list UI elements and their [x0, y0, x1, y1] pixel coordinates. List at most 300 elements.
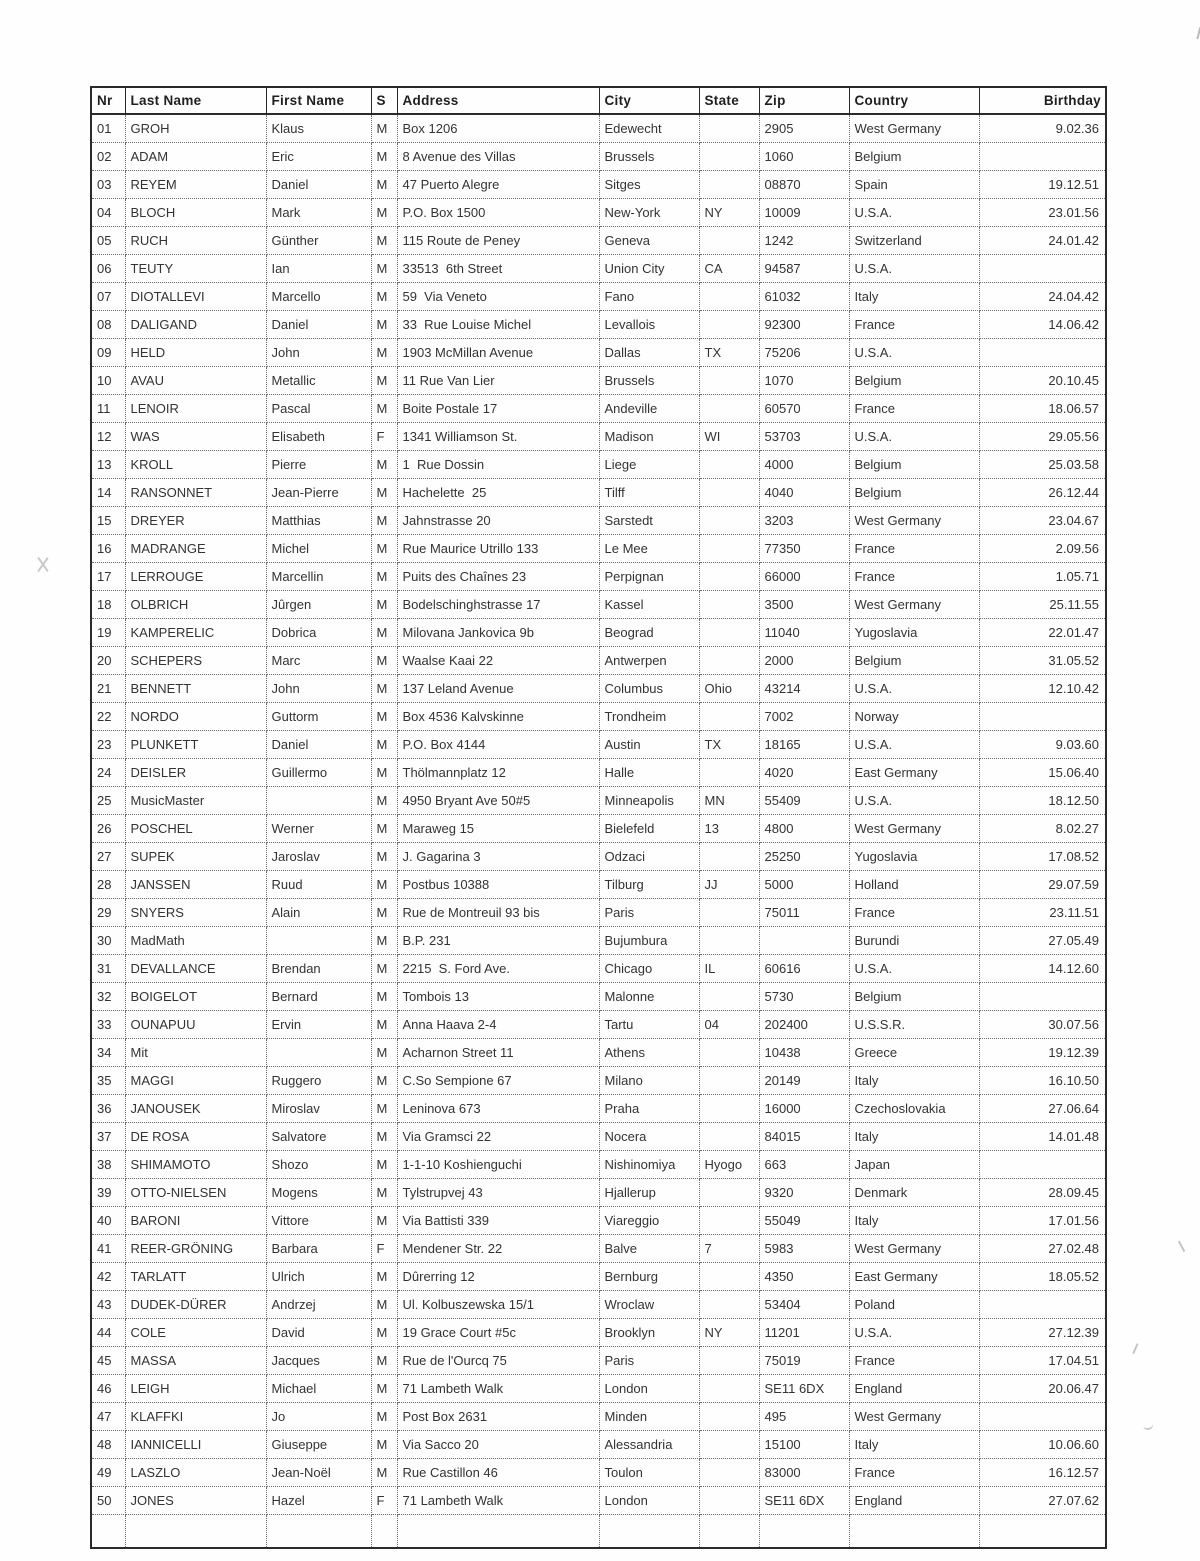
scan-artifact-right-margin	[1178, 1236, 1194, 1252]
cell-sex: M	[371, 339, 397, 367]
cell-birthday: 24.04.42	[979, 283, 1106, 311]
cell-country: France	[849, 1347, 979, 1375]
cell-nr: 02	[91, 143, 125, 171]
cell-state	[699, 1207, 759, 1235]
cell-city: Edewecht	[599, 114, 699, 143]
cell-zip: 55409	[759, 787, 849, 815]
cell-zip: 75206	[759, 339, 849, 367]
cell-sex: M	[371, 1207, 397, 1235]
cell-city: Beograd	[599, 619, 699, 647]
cell-last_name: DE ROSA	[125, 1123, 266, 1151]
cell-city: Bernburg	[599, 1263, 699, 1291]
cell-address: 47 Puerto Alegre	[397, 171, 599, 199]
cell-last_name: DEISLER	[125, 759, 266, 787]
cell-last_name: MAGGI	[125, 1067, 266, 1095]
cell-sex: M	[371, 535, 397, 563]
cell-nr: 25	[91, 787, 125, 815]
cell-birthday: 1.05.71	[979, 563, 1106, 591]
table-row	[91, 395, 1106, 423]
cell-last_name: AVAU	[125, 367, 266, 395]
cell-city: Geneva	[599, 227, 699, 255]
cell-zip: 66000	[759, 563, 849, 591]
cell-birthday: 19.12.39	[979, 1039, 1106, 1067]
cell-country: England	[849, 1375, 979, 1403]
cell-city: Paris	[599, 1347, 699, 1375]
cell-country: West Germany	[849, 1403, 979, 1431]
cell-state	[699, 619, 759, 647]
cell-zip: 92300	[759, 311, 849, 339]
cell-last_name: DUDEK-DÜRER	[125, 1291, 266, 1319]
cell-zip: 2000	[759, 647, 849, 675]
cell-city-empty	[599, 1515, 699, 1549]
cell-last_name: REER-GRÖNING	[125, 1235, 266, 1263]
cell-country: Poland	[849, 1291, 979, 1319]
cell-birthday: 30.07.56	[979, 1011, 1106, 1039]
cell-nr: 09	[91, 339, 125, 367]
cell-sex: M	[371, 927, 397, 955]
cell-nr: 28	[91, 871, 125, 899]
cell-nr: 47	[91, 1403, 125, 1431]
cell-zip: 53404	[759, 1291, 849, 1319]
cell-zip: 20149	[759, 1067, 849, 1095]
cell-last_name: ADAM	[125, 143, 266, 171]
cell-birthday: 12.10.42	[979, 675, 1106, 703]
cell-address: P.O. Box 1500	[397, 199, 599, 227]
cell-country: Italy	[849, 1431, 979, 1459]
cell-nr: 50	[91, 1487, 125, 1515]
table-row	[91, 227, 1106, 255]
cell-first_name: Andrzej	[266, 1291, 371, 1319]
cell-first_name: Bernard	[266, 983, 371, 1011]
cell-country: U.S.A.	[849, 199, 979, 227]
cell-sex: M	[371, 787, 397, 815]
cell-state	[699, 1347, 759, 1375]
cell-first_name: Jean-Noël	[266, 1459, 371, 1487]
cell-city: Madison	[599, 423, 699, 451]
table-row	[91, 1039, 1106, 1067]
scan-artifact-right-margin-2	[1132, 1343, 1147, 1358]
cell-nr: 01	[91, 114, 125, 143]
cell-sex: M	[371, 143, 397, 171]
table-row	[91, 1291, 1106, 1319]
cell-address: Bodelschinghstrasse 17	[397, 591, 599, 619]
cell-nr: 12	[91, 423, 125, 451]
cell-state	[699, 283, 759, 311]
table-row	[91, 927, 1106, 955]
cell-country: France	[849, 563, 979, 591]
cell-nr: 20	[91, 647, 125, 675]
cell-nr: 39	[91, 1179, 125, 1207]
cell-zip: 94587	[759, 255, 849, 283]
cell-address: J. Gagarina 3	[397, 843, 599, 871]
cell-city: Sarstedt	[599, 507, 699, 535]
cell-birthday: 23.11.51	[979, 899, 1106, 927]
table-row	[91, 479, 1106, 507]
cell-sex: M	[371, 731, 397, 759]
cell-city: Kassel	[599, 591, 699, 619]
cell-country: France	[849, 311, 979, 339]
cell-country: Greece	[849, 1039, 979, 1067]
cell-birthday: 16.12.57	[979, 1459, 1106, 1487]
cell-sex: M	[371, 1319, 397, 1347]
cell-birthday: 8.02.27	[979, 815, 1106, 843]
cell-sex: M	[371, 1375, 397, 1403]
cell-address: Dûrerring 12	[397, 1263, 599, 1291]
cell-state	[699, 1179, 759, 1207]
address-list-table	[90, 86, 1107, 1549]
cell-nr: 13	[91, 451, 125, 479]
cell-birthday	[979, 983, 1106, 1011]
cell-country: Belgium	[849, 367, 979, 395]
cell-birthday: 29.07.59	[979, 871, 1106, 899]
cell-country: East Germany	[849, 1263, 979, 1291]
cell-first_name: Daniel	[266, 171, 371, 199]
cell-zip: 84015	[759, 1123, 849, 1151]
cell-first_name: Salvatore	[266, 1123, 371, 1151]
cell-city: Toulon	[599, 1459, 699, 1487]
table-row	[91, 1459, 1106, 1487]
cell-state	[699, 563, 759, 591]
cell-city: Balve	[599, 1235, 699, 1263]
cell-state	[699, 1123, 759, 1151]
cell-country: Yugoslavia	[849, 843, 979, 871]
cell-address: 11 Rue Van Lier	[397, 367, 599, 395]
cell-zip: 43214	[759, 675, 849, 703]
cell-zip: 55049	[759, 1207, 849, 1235]
cell-country: Italy	[849, 1067, 979, 1095]
cell-nr: 35	[91, 1067, 125, 1095]
cell-country: Japan	[849, 1151, 979, 1179]
cell-zip: 60616	[759, 955, 849, 983]
cell-city: Minden	[599, 1403, 699, 1431]
cell-birthday: 18.05.52	[979, 1263, 1106, 1291]
cell-sex: M	[371, 451, 397, 479]
cell-state	[699, 311, 759, 339]
table-row	[91, 255, 1106, 283]
cell-zip: 61032	[759, 283, 849, 311]
cell-sex: F	[371, 1235, 397, 1263]
cell-city: Hjallerup	[599, 1179, 699, 1207]
cell-sex: M	[371, 367, 397, 395]
cell-first_name: Alain	[266, 899, 371, 927]
cell-nr: 11	[91, 395, 125, 423]
cell-state	[699, 899, 759, 927]
cell-city: London	[599, 1487, 699, 1515]
cell-last_name: IANNICELLI	[125, 1431, 266, 1459]
cell-address: Thölmannplatz 12	[397, 759, 599, 787]
cell-state	[699, 1403, 759, 1431]
cell-last_name: MadMath	[125, 927, 266, 955]
cell-first_name: David	[266, 1319, 371, 1347]
cell-sex: M	[371, 114, 397, 143]
cell-sex: M	[371, 675, 397, 703]
scan-artifact-left-margin-x	[36, 556, 50, 572]
cell-birthday: 24.01.42	[979, 227, 1106, 255]
cell-zip: 5983	[759, 1235, 849, 1263]
cell-first_name: Ruggero	[266, 1067, 371, 1095]
cell-state: NY	[699, 199, 759, 227]
cell-sex: M	[371, 871, 397, 899]
cell-address: 1903 McMillan Avenue	[397, 339, 599, 367]
cell-country: Belgium	[849, 479, 979, 507]
cell-nr: 33	[91, 1011, 125, 1039]
cell-zip: 75011	[759, 899, 849, 927]
cell-address: B.P. 231	[397, 927, 599, 955]
table-row	[91, 171, 1106, 199]
table-row	[91, 143, 1106, 171]
cell-address: Postbus 10388	[397, 871, 599, 899]
cell-state	[699, 1067, 759, 1095]
cell-first_name: Barbara	[266, 1235, 371, 1263]
cell-zip-empty	[759, 1515, 849, 1549]
cell-address: Box 4536 Kalvskinne	[397, 703, 599, 731]
cell-nr: 10	[91, 367, 125, 395]
cell-sex: M	[371, 479, 397, 507]
cell-state: NY	[699, 1319, 759, 1347]
cell-sex: M	[371, 311, 397, 339]
cell-country: U.S.A.	[849, 675, 979, 703]
cell-zip: 11201	[759, 1319, 849, 1347]
cell-city: Sitges	[599, 171, 699, 199]
cell-state	[699, 1487, 759, 1515]
cell-nr: 34	[91, 1039, 125, 1067]
cell-birthday: 15.06.40	[979, 759, 1106, 787]
cell-city: Praha	[599, 1095, 699, 1123]
blank-row	[91, 1515, 1106, 1549]
cell-first_name: Shozo	[266, 1151, 371, 1179]
cell-city: Austin	[599, 731, 699, 759]
cell-zip: 25250	[759, 843, 849, 871]
cell-nr: 49	[91, 1459, 125, 1487]
cell-zip: 15100	[759, 1431, 849, 1459]
table-header	[91, 87, 1106, 114]
cell-last_name: LERROUGE	[125, 563, 266, 591]
table-row	[91, 1487, 1106, 1515]
cell-state	[699, 1459, 759, 1487]
cell-city: Trondheim	[599, 703, 699, 731]
cell-sex: M	[371, 1151, 397, 1179]
table-row	[91, 1207, 1106, 1235]
cell-nr: 30	[91, 927, 125, 955]
cell-zip: 5730	[759, 983, 849, 1011]
cell-zip: 11040	[759, 619, 849, 647]
cell-last_name: MusicMaster	[125, 787, 266, 815]
cell-last_name: OUNAPUU	[125, 1011, 266, 1039]
cell-state: MN	[699, 787, 759, 815]
cell-address: Leninova 673	[397, 1095, 599, 1123]
cell-first_name: Marcellin	[266, 563, 371, 591]
cell-city: Fano	[599, 283, 699, 311]
cell-first_name: Jo	[266, 1403, 371, 1431]
cell-last_name: COLE	[125, 1319, 266, 1347]
cell-birthday	[979, 143, 1106, 171]
cell-country: East Germany	[849, 759, 979, 787]
cell-first_name: Mogens	[266, 1179, 371, 1207]
table-body	[91, 114, 1106, 1548]
cell-last_name: Mit	[125, 1039, 266, 1067]
cell-birthday: 27.12.39	[979, 1319, 1106, 1347]
column-header-zip: Zip	[759, 87, 849, 114]
cell-country: Yugoslavia	[849, 619, 979, 647]
cell-address: 137 Leland Avenue	[397, 675, 599, 703]
cell-last_name: WAS	[125, 423, 266, 451]
cell-state	[699, 395, 759, 423]
cell-address: Boite Postale 17	[397, 395, 599, 423]
cell-city: Alessandria	[599, 1431, 699, 1459]
cell-birthday	[979, 1151, 1106, 1179]
cell-last_name: DALIGAND	[125, 311, 266, 339]
cell-city: Nocera	[599, 1123, 699, 1151]
cell-zip: 4020	[759, 759, 849, 787]
cell-address: 59 Via Veneto	[397, 283, 599, 311]
cell-sex: M	[371, 563, 397, 591]
column-header-address: Address	[397, 87, 599, 114]
table-row	[91, 1319, 1106, 1347]
cell-state	[699, 647, 759, 675]
cell-first_name: Ruud	[266, 871, 371, 899]
table-row	[91, 759, 1106, 787]
cell-first_name: Hazel	[266, 1487, 371, 1515]
cell-state: Ohio	[699, 675, 759, 703]
cell-address: Rue Castillon 46	[397, 1459, 599, 1487]
cell-last_name: JANSSEN	[125, 871, 266, 899]
cell-city: Wroclaw	[599, 1291, 699, 1319]
cell-birthday: 23.01.56	[979, 199, 1106, 227]
cell-country: West Germany	[849, 815, 979, 843]
cell-first_name: Ervin	[266, 1011, 371, 1039]
table-row	[91, 619, 1106, 647]
cell-state	[699, 703, 759, 731]
cell-state: TX	[699, 339, 759, 367]
cell-state	[699, 479, 759, 507]
cell-city: Odzaci	[599, 843, 699, 871]
cell-first_name: Miroslav	[266, 1095, 371, 1123]
cell-state: JJ	[699, 871, 759, 899]
cell-state: IL	[699, 955, 759, 983]
cell-nr: 40	[91, 1207, 125, 1235]
cell-birthday: 10.06.60	[979, 1431, 1106, 1459]
cell-sex: M	[371, 1067, 397, 1095]
cell-sex: M	[371, 395, 397, 423]
cell-country: Spain	[849, 171, 979, 199]
cell-nr: 17	[91, 563, 125, 591]
cell-nr: 31	[91, 955, 125, 983]
cell-last_name: SUPEK	[125, 843, 266, 871]
cell-city: Le Mee	[599, 535, 699, 563]
cell-last_name: BARONI	[125, 1207, 266, 1235]
table-header-row	[91, 87, 1106, 114]
cell-zip: 5000	[759, 871, 849, 899]
cell-first_name: Jacques	[266, 1347, 371, 1375]
cell-state	[699, 114, 759, 143]
table-row	[91, 535, 1106, 563]
cell-first_name: Ian	[266, 255, 371, 283]
cell-state-empty	[699, 1515, 759, 1549]
cell-first_name-empty	[266, 1515, 371, 1549]
cell-birthday: 14.12.60	[979, 955, 1106, 983]
cell-last_name: MADRANGE	[125, 535, 266, 563]
cell-state	[699, 451, 759, 479]
cell-sex: M	[371, 703, 397, 731]
cell-last_name: JANOUSEK	[125, 1095, 266, 1123]
column-header-first_name: First Name	[266, 87, 371, 114]
cell-first_name: Daniel	[266, 311, 371, 339]
cell-birthday: 23.04.67	[979, 507, 1106, 535]
cell-last_name: HELD	[125, 339, 266, 367]
cell-first_name: Metallic	[266, 367, 371, 395]
table-row	[91, 731, 1106, 759]
table-row	[91, 283, 1106, 311]
cell-address: 33513 6th Street	[397, 255, 599, 283]
cell-birthday: 25.11.55	[979, 591, 1106, 619]
table-row	[91, 1151, 1106, 1179]
cell-last_name: OTTO-NIELSEN	[125, 1179, 266, 1207]
cell-birthday: 16.10.50	[979, 1067, 1106, 1095]
cell-zip: 3203	[759, 507, 849, 535]
cell-first_name: Matthias	[266, 507, 371, 535]
cell-birthday: 27.02.48	[979, 1235, 1106, 1263]
cell-sex: M	[371, 1095, 397, 1123]
cell-address: Rue de Montreuil 93 bis	[397, 899, 599, 927]
cell-country: Belgium	[849, 983, 979, 1011]
cell-nr: 08	[91, 311, 125, 339]
cell-address: Mendener Str. 22	[397, 1235, 599, 1263]
cell-last_name: LEIGH	[125, 1375, 266, 1403]
cell-state	[699, 1291, 759, 1319]
cell-birthday: 20.06.47	[979, 1375, 1106, 1403]
cell-state	[699, 507, 759, 535]
cell-nr-empty	[91, 1515, 125, 1549]
cell-birthday: 17.04.51	[979, 1347, 1106, 1375]
cell-nr: 36	[91, 1095, 125, 1123]
cell-address: Anna Haava 2-4	[397, 1011, 599, 1039]
cell-sex: M	[371, 507, 397, 535]
cell-first_name: Daniel	[266, 731, 371, 759]
cell-zip: 4040	[759, 479, 849, 507]
cell-country: U.S.A.	[849, 339, 979, 367]
table-row	[91, 871, 1106, 899]
cell-address: 1 Rue Dossin	[397, 451, 599, 479]
cell-city: Tilburg	[599, 871, 699, 899]
cell-sex: F	[371, 1487, 397, 1515]
cell-sex: M	[371, 171, 397, 199]
cell-country: Czechoslovakia	[849, 1095, 979, 1123]
cell-state: 7	[699, 1235, 759, 1263]
cell-first_name: Michel	[266, 535, 371, 563]
cell-first_name: Pascal	[266, 395, 371, 423]
cell-address: Box 1206	[397, 114, 599, 143]
cell-country: France	[849, 1459, 979, 1487]
cell-state: WI	[699, 423, 759, 451]
cell-zip: 10438	[759, 1039, 849, 1067]
cell-address: Maraweg 15	[397, 815, 599, 843]
cell-birthday: 18.12.50	[979, 787, 1106, 815]
cell-last_name: SHIMAMOTO	[125, 1151, 266, 1179]
cell-state	[699, 1095, 759, 1123]
cell-sex: M	[371, 1431, 397, 1459]
cell-sex: M	[371, 1039, 397, 1067]
cell-first_name: Werner	[266, 815, 371, 843]
table-row	[91, 339, 1106, 367]
table-row	[91, 1179, 1106, 1207]
cell-last_name: LENOIR	[125, 395, 266, 423]
cell-birthday: 18.06.57	[979, 395, 1106, 423]
cell-last_name-empty	[125, 1515, 266, 1549]
cell-zip: 3500	[759, 591, 849, 619]
cell-sex: M	[371, 255, 397, 283]
cell-first_name: Klaus	[266, 114, 371, 143]
cell-country: U.S.A.	[849, 1319, 979, 1347]
